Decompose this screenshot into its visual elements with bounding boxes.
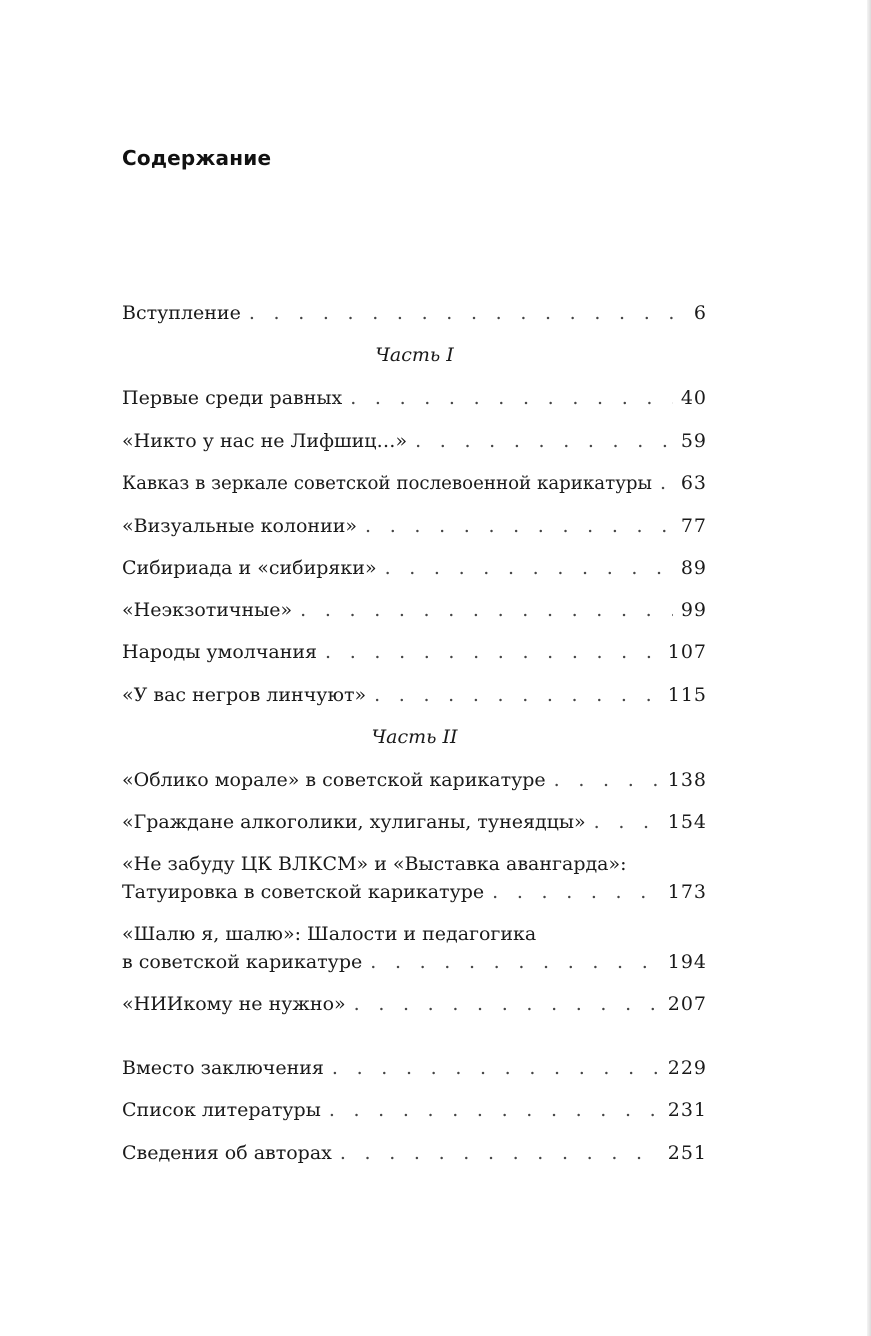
toc-entry-title: «Визуальные колонии»	[122, 515, 358, 537]
toc-page-number: 63	[680, 472, 707, 494]
toc-page-number: 6	[693, 302, 707, 324]
toc-entry-title: Сибириада и «сибиряки»	[122, 557, 377, 579]
toc-entry[interactable]	[122, 992, 707, 1016]
toc-entry[interactable]	[122, 386, 707, 410]
toc-entry[interactable]	[122, 810, 707, 834]
toc-entry-title: Сведения об авторах	[122, 1142, 332, 1164]
toc-page-number: 89	[680, 557, 707, 579]
part-1-heading: Часть I	[375, 344, 454, 366]
dot-leader	[407, 429, 673, 453]
toc-page-number: 231	[667, 1099, 707, 1121]
part-2-heading: Часть II	[371, 726, 458, 748]
toc-entry[interactable]	[122, 768, 707, 792]
toc-page-number: 229	[667, 1057, 707, 1079]
dot-leader	[342, 386, 673, 410]
dot-leader	[241, 301, 686, 325]
toc-entry[interactable]	[122, 598, 707, 622]
toc-entry[interactable]	[122, 1098, 707, 1122]
dot-leader	[362, 950, 659, 974]
toc-page-number: 77	[680, 515, 707, 537]
toc-entry-intro[interactable]	[122, 301, 707, 325]
toc-page-number: 40	[680, 387, 707, 409]
toc-entry[interactable]	[122, 429, 707, 453]
toc-page-number: 207	[667, 993, 707, 1015]
toc-entry-title: Кавказ в зеркале советской послевоенной карикатуры	[122, 473, 653, 494]
dot-leader	[652, 471, 673, 495]
toc-page-number: 154	[667, 811, 707, 833]
dot-leader	[346, 992, 660, 1016]
toc-entry-title: Вступление	[122, 302, 241, 324]
toc-entry-first-line[interactable]: «Не забуду ЦК ВЛКСМ» и «Выставка авангарда»:	[122, 853, 627, 875]
toc-entry-title: «Граждане алкоголики, хулиганы, тунеядцы»	[122, 811, 586, 833]
toc-entry-title: Первые среди равных	[122, 387, 343, 409]
toc-page-number: 173	[667, 881, 707, 903]
page-title: Содержание	[122, 146, 272, 170]
toc-entry-title: «Облико морале» в советской карикатуре	[122, 769, 546, 791]
dot-leader	[321, 1098, 660, 1122]
toc-entry[interactable]	[122, 640, 707, 664]
toc-entry-title: «Никто у нас не Лифшиц…»	[122, 430, 408, 452]
toc-entry-title: Вместо заключения	[122, 1057, 324, 1079]
toc-entry-title: «Неэкзотичные»	[122, 599, 293, 621]
toc-page-number: 251	[667, 1142, 707, 1164]
dot-leader	[332, 1141, 660, 1165]
dot-leader	[586, 810, 660, 834]
toc-entry-title: «НИИкому не нужно»	[122, 993, 346, 1015]
dot-leader	[546, 768, 660, 792]
page-edge-shadow	[867, 0, 871, 1336]
toc-entry[interactable]	[122, 556, 707, 580]
toc-entry[interactable]	[122, 683, 707, 707]
toc-entry-title: Список литературы	[122, 1099, 321, 1121]
dot-leader	[292, 598, 673, 622]
toc-page-number: 194	[667, 951, 707, 973]
dot-leader	[324, 1056, 660, 1080]
toc-entry-title: «У вас негров линчуют»	[122, 684, 367, 706]
toc-entry[interactable]	[122, 880, 707, 904]
toc-entry-title: Народы умолчания	[122, 641, 318, 663]
toc-entry-title: в советской карикатуре	[122, 951, 363, 973]
toc-page-number: 59	[680, 430, 707, 452]
dot-leader	[357, 514, 673, 538]
toc-entry[interactable]	[122, 1056, 707, 1080]
toc-page-number: 99	[680, 599, 707, 621]
toc-entry[interactable]	[122, 514, 707, 538]
dot-leader	[484, 880, 660, 904]
toc-page-number: 138	[667, 769, 707, 791]
toc-entry[interactable]	[122, 471, 707, 495]
toc-entry-title: Татуировка в советской карикатуре	[122, 881, 485, 903]
toc-page-number: 115	[667, 684, 707, 706]
toc-entry[interactable]	[122, 950, 707, 974]
dot-leader	[377, 556, 673, 580]
dot-leader	[317, 640, 660, 664]
toc-entry-first-line[interactable]: «Шалю я, шалю»: Шалости и педагогика	[122, 923, 537, 945]
toc-page-number: 107	[667, 641, 707, 663]
dot-leader	[366, 683, 660, 707]
toc-entry[interactable]	[122, 1141, 707, 1165]
